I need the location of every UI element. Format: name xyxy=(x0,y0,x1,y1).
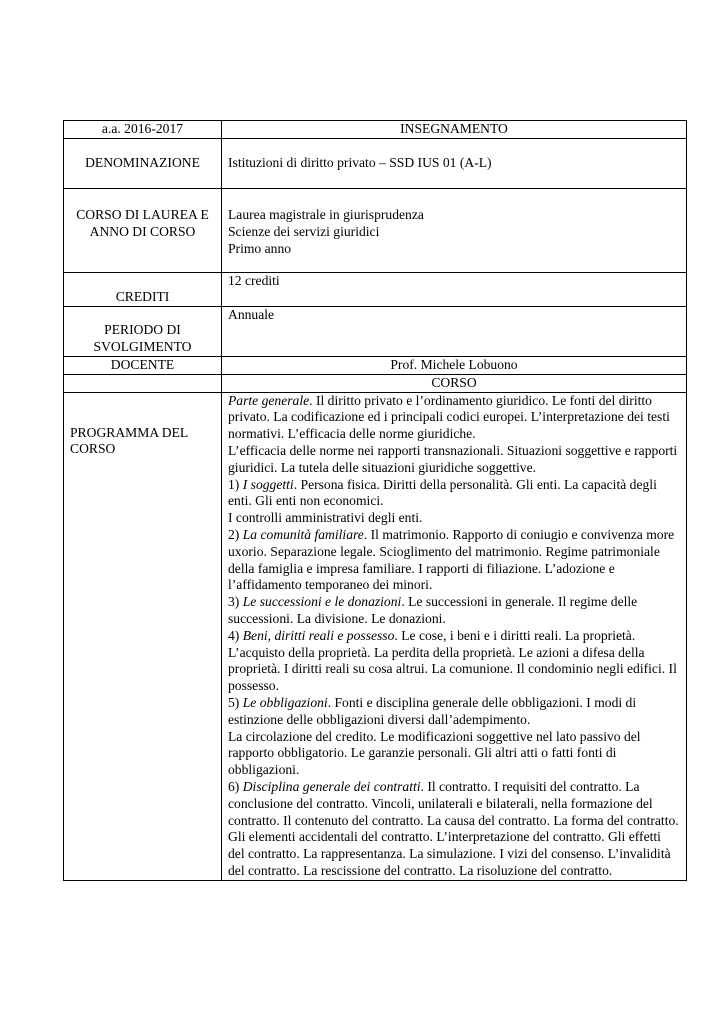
insegnamento-header: INSEGNAMENTO xyxy=(222,121,687,139)
program-paragraph: I controlli amministrativi degli enti. xyxy=(228,510,423,526)
corso-header: CORSO xyxy=(222,374,687,392)
periodo-value: Annuale xyxy=(222,307,687,357)
periodo-label: PERIODO DI SVOLGIMENTO xyxy=(64,307,222,357)
program-paragraph: Parte generale. Il diritto privato e l’ordinamento giuridico. Le fonti del diritto privato. La codificazione ed i principali codici europei. L’interpretazione dei testi normativi. L’efficacia delle norme giuridiche. xyxy=(228,392,670,442)
corso-header-empty xyxy=(64,374,222,392)
corso-laurea-value: Laurea magistrale in giurisprudenza Scienze dei servizi giuridici Primo anno xyxy=(222,189,687,273)
program-paragraph: 3) Le successioni e le donazioni. Le successioni in generale. Il regime delle successioni. La divisione. Le donazioni. xyxy=(228,594,638,626)
academic-year-cell: a.a. 2016-2017 xyxy=(64,121,222,139)
denominazione-value: Istituzioni di diritto privato – SSD IUS 01 (A-L) xyxy=(222,139,687,189)
program-paragraph: 6) Disciplina generale dei contratti. Il contratto. I requisiti del contratto. La conclusione del contratto. Vincoli, unilaterali e bilaterali, nella formazione del contratto. Il contenuto del contratto. La causa del contratto. La forma del contratto. Gli elementi accidentali del contratto. L’interpretazione del contratto. Gli effetti del contratto. La rappresentanza. La simulazione. I vizi del consenso. L’invalidità del contratto. La rescissione del contratto. La risoluzione del contratto. xyxy=(228,778,679,878)
program-paragraph: 5) Le obbligazioni. Fonti e disciplina generale delle obbligazioni. I modi di estinzione delle obbligazioni diversi dall’adempimento. xyxy=(228,694,637,727)
corso-laurea-label: CORSO DI LAUREA E ANNO DI CORSO xyxy=(64,189,222,273)
docente-label: DOCENTE xyxy=(64,357,222,375)
program-paragraph: L’efficacia delle norme nei rapporti transnazionali. Situazioni soggettive e rapporti giuridici. La tutela delle situazioni giuridiche soggettive. xyxy=(228,442,678,475)
programma-content xyxy=(222,392,687,880)
program-paragraph: 4) Beni, diritti reali e possesso. Le cose, i beni e i diritti reali. La proprietà. L’acquisto della proprietà. La perdita della proprietà. Le azioni a difesa della proprietà. I diritti reali su cosa altrui. La comunione. Il condominio negli edifici. Il possesso. xyxy=(228,627,677,694)
program-paragraph: 2) La comunità familiare. Il matrimonio. Rapporto di coniugio e convivenza more uxorio. Separazione legale. Scioglimento del matrimonio. Regime patrimoniale della famiglia e impresa familiare. I rapporti di filiazione. L’adozione e l’affidamento temporaneo dei minori. xyxy=(228,526,675,593)
crediti-value: 12 crediti xyxy=(222,273,687,307)
program-paragraph: La circolazione del credito. Le modificazioni soggettive nel lato passivo del rapporto obbligatorio. Le garanzie personali. Gli altri atti o fatti fonti di obbligazioni. xyxy=(228,728,641,778)
denominazione-label: DENOMINAZIONE xyxy=(64,139,222,189)
course-info-table xyxy=(63,120,687,881)
programma-label: PROGRAMMA DEL CORSO xyxy=(64,392,222,880)
docente-value: Prof. Michele Lobuono xyxy=(222,357,687,375)
crediti-label: CREDITI xyxy=(64,273,222,307)
program-paragraph: 1) I soggetti. Persona fisica. Diritti della personalità. Gli enti. La capacità degli enti. Gli enti non economici. xyxy=(228,476,657,509)
